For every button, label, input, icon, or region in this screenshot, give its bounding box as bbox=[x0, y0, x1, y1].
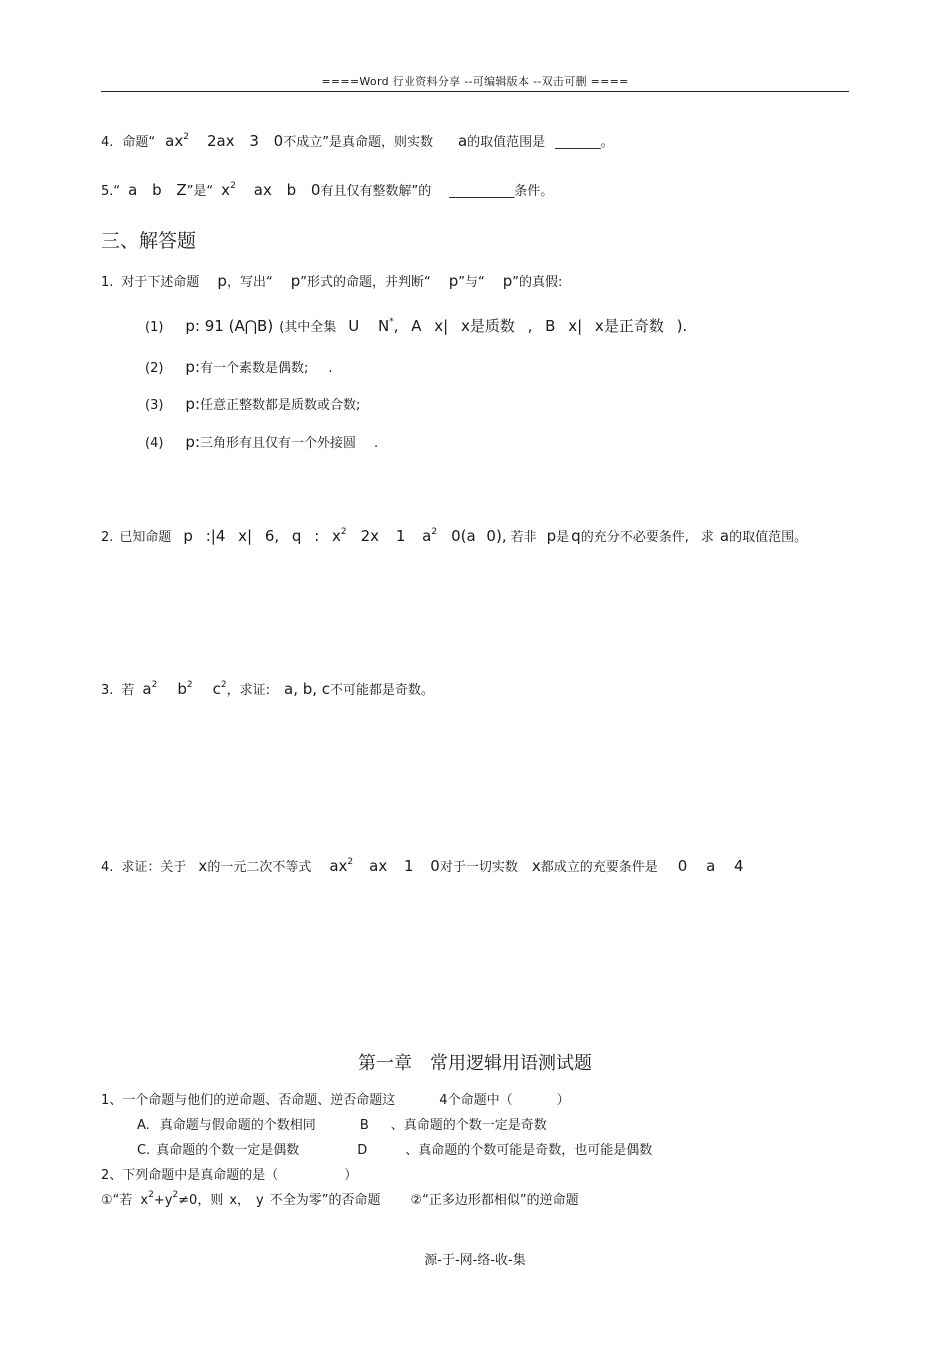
q4-blank: _______ bbox=[555, 135, 601, 150]
section-heading: 三、解答题 bbox=[101, 230, 197, 252]
s1-2-text: 有一个素数是偶数; bbox=[200, 361, 309, 376]
s1-text-a: 对于下述命题 bbox=[121, 275, 200, 290]
t2-item1-y: +y bbox=[153, 1193, 173, 1208]
s1-1-label: (1) bbox=[145, 320, 164, 335]
t1-option-b-label: B bbox=[359, 1118, 369, 1133]
s1-number: 1. bbox=[101, 275, 114, 290]
s3-sup-a: 2 bbox=[151, 680, 158, 690]
t1-text-b: 个命题中（ bbox=[447, 1093, 513, 1108]
s2-sup-1: 2 bbox=[340, 527, 347, 537]
t2-paren-close: ） bbox=[344, 1168, 358, 1183]
s4-text-b: 的一元二次不等式 bbox=[207, 860, 312, 875]
s2-q: q bbox=[571, 527, 581, 545]
q4-text-a: 命题“ bbox=[122, 135, 156, 150]
t1-option-b-text: 、真命题的个数一定是奇数 bbox=[390, 1118, 547, 1133]
s3-a: a bbox=[142, 680, 152, 698]
test-question-2 bbox=[101, 1164, 357, 1183]
t2-item1-e: 不全为零”的否命题 bbox=[269, 1193, 381, 1208]
s2-text-f: 的取值范围。 bbox=[729, 530, 808, 545]
s2-text-a: 已知命题 bbox=[119, 530, 172, 545]
problem-1 bbox=[101, 271, 562, 290]
t1-option-a-text: 真命题与假命题的个数相同 bbox=[159, 1118, 316, 1133]
s2-a: a bbox=[719, 527, 730, 545]
t2-item1-sup-y: 2 bbox=[172, 1190, 179, 1200]
s3-b: b bbox=[177, 680, 187, 698]
s1-text-e: ”的真假: bbox=[512, 275, 563, 290]
s2-text-e: 求 bbox=[700, 530, 714, 545]
s1-p4: p bbox=[502, 272, 513, 290]
q4-text-b: 不成立”是真命题，则实数 bbox=[283, 135, 433, 150]
t1-option-c-label: C. bbox=[137, 1143, 151, 1158]
s4-math: ax 1 0 bbox=[369, 857, 440, 875]
q5-math-rest: ax b 0 bbox=[253, 181, 321, 199]
s1-2-period: . bbox=[328, 361, 333, 376]
t2-item2: ②“正多边形都相似”的逆命题 bbox=[410, 1193, 579, 1208]
header-rule bbox=[101, 91, 849, 92]
q4-sup: 2 bbox=[183, 132, 189, 142]
t1-option-d-label: D bbox=[357, 1143, 368, 1158]
t1-text-a: 1、一个命题与他们的逆命题、否命题、逆否命题这 bbox=[101, 1093, 396, 1108]
page-footer: 源-于-网-络-收-集 bbox=[424, 1253, 526, 1268]
s3-text-a: 若 bbox=[121, 683, 135, 698]
s3-text-b: ，求证: bbox=[226, 683, 270, 698]
s1-p2: p bbox=[290, 272, 301, 290]
s1-1-sup: * bbox=[389, 317, 394, 327]
s3-sup-c: 2 bbox=[220, 680, 227, 690]
q4-math-rest: 2ax 3 0 bbox=[206, 132, 284, 150]
q5-number: 5. bbox=[101, 184, 114, 199]
s2-p: p bbox=[546, 527, 557, 545]
question-5 bbox=[101, 180, 553, 199]
s3-number: 3. bbox=[101, 683, 114, 698]
s4-text-c: 对于一切实数 bbox=[439, 860, 518, 875]
t1-option-a-label: A. bbox=[137, 1118, 150, 1133]
s2-math-b: 2x 1 a bbox=[360, 527, 432, 545]
question-4 bbox=[101, 131, 614, 150]
s1-p1: p bbox=[217, 272, 227, 290]
t2-text-a: 2、下列命题中是真命题的是（ bbox=[101, 1168, 279, 1183]
chapter-title: 第一章 常用逻辑用语测试题 bbox=[358, 1053, 592, 1074]
s1-2-p: p: bbox=[185, 358, 200, 376]
page-header: ====Word 行业资料分享 --可编辑版本 --双击可删 ==== bbox=[321, 75, 629, 88]
s4-x2: x bbox=[531, 857, 541, 875]
s1-1-sets: , A x| x是质数 , B x| x是正奇数 ). bbox=[393, 317, 688, 335]
test-question-1 bbox=[101, 1089, 570, 1108]
s4-sup: 2 bbox=[347, 857, 354, 867]
q4-end: 。 bbox=[600, 135, 614, 150]
problem-1-item-4 bbox=[145, 432, 378, 451]
q4-math-ax: ax bbox=[165, 132, 184, 150]
test-question-2-items bbox=[101, 1189, 579, 1208]
s4-ax: ax bbox=[329, 857, 348, 875]
s1-4-p: p: bbox=[185, 433, 200, 451]
t2-item1-sup-x: 2 bbox=[148, 1190, 154, 1200]
s2-number: 2. bbox=[101, 530, 114, 545]
s1-4-period: . bbox=[374, 436, 379, 451]
q5-sup: 2 bbox=[230, 181, 236, 191]
t2-item1-d: y bbox=[256, 1193, 264, 1208]
problem-1-item-2 bbox=[145, 357, 333, 376]
problem-3 bbox=[101, 679, 434, 698]
q5-text-c: 有且仅有整数解”的 bbox=[320, 184, 432, 199]
s2-sup-2: 2 bbox=[431, 527, 438, 537]
t1-option-c-text: 真命题的个数一定是偶数 bbox=[156, 1143, 300, 1158]
s1-3-label: (3) bbox=[145, 398, 164, 413]
q5-math-x: x bbox=[221, 181, 231, 199]
s2-text-c: 是 bbox=[556, 530, 570, 545]
s3-text-c: 不可能都是奇数。 bbox=[330, 683, 435, 698]
s3-abc: a, b, c bbox=[284, 680, 331, 698]
problem-1-item-3 bbox=[145, 394, 360, 413]
q5-end: 条件。 bbox=[514, 184, 554, 199]
t2-item1-b: ≠0，则 bbox=[178, 1193, 224, 1208]
t1-option-d-text: 、真命题的个数可能是奇数，也可能是偶数 bbox=[405, 1143, 653, 1158]
s1-2-label: (2) bbox=[145, 361, 164, 376]
t1-options-row-1 bbox=[137, 1114, 547, 1133]
t1-paren-close: ） bbox=[556, 1093, 570, 1108]
q4-text-c: 的取值范围是 bbox=[467, 135, 546, 150]
s4-text-d: 都成立的充要条件是 bbox=[540, 860, 658, 875]
s1-text-c: ”形式的命题，并判断“ bbox=[300, 275, 431, 290]
q4-math-a: a bbox=[457, 132, 468, 150]
problem-1-item-1 bbox=[145, 315, 687, 336]
t2-item1-c: x， bbox=[229, 1193, 251, 1208]
s1-3-p: p: bbox=[185, 395, 200, 413]
q4-number: 4. bbox=[101, 135, 114, 150]
s1-4-label: (4) bbox=[145, 436, 164, 451]
s1-text-b: ，写出“ bbox=[226, 275, 273, 290]
s1-1-math: p: 91 (A⋂B) bbox=[185, 317, 274, 335]
s2-math-c: 0(a 0), bbox=[451, 527, 507, 545]
t1-options-row-2 bbox=[137, 1139, 652, 1158]
q5-text-b: ”是“ bbox=[186, 184, 214, 199]
s3-sup-b: 2 bbox=[186, 680, 193, 690]
q5-quote-open: “ bbox=[113, 184, 121, 199]
s2-math-a: p :|4 x| 6, q : x bbox=[183, 527, 341, 545]
s4-range: 0 a 4 bbox=[677, 857, 744, 875]
t1-four: 4 bbox=[439, 1093, 448, 1108]
s4-number: 4. bbox=[101, 860, 114, 875]
s2-text-d: 的充分不必要条件, bbox=[580, 530, 689, 545]
s1-3-text: 任意正整数都是质数或合数; bbox=[200, 398, 361, 413]
problem-4 bbox=[101, 856, 744, 875]
s1-1-set-u: U N bbox=[348, 317, 390, 335]
s4-x1: x bbox=[198, 857, 208, 875]
t2-item1-a: ①“若 bbox=[101, 1193, 133, 1208]
s4-text-a: 求证：关于 bbox=[121, 860, 187, 875]
s2-text-b: 若非 bbox=[510, 530, 537, 545]
t2-item1-x: x bbox=[140, 1193, 149, 1208]
s3-c: c bbox=[212, 680, 221, 698]
s1-4-text: 三角形有且仅有一个外接圆 bbox=[200, 436, 357, 451]
q5-blank: __________ bbox=[449, 184, 515, 199]
s1-1-text: (其中全集 bbox=[279, 320, 337, 335]
q5-math-abz: a b Z bbox=[128, 181, 187, 199]
s1-text-d: ”与“ bbox=[458, 275, 485, 290]
problem-2 bbox=[101, 526, 807, 545]
s1-p3: p bbox=[448, 272, 459, 290]
